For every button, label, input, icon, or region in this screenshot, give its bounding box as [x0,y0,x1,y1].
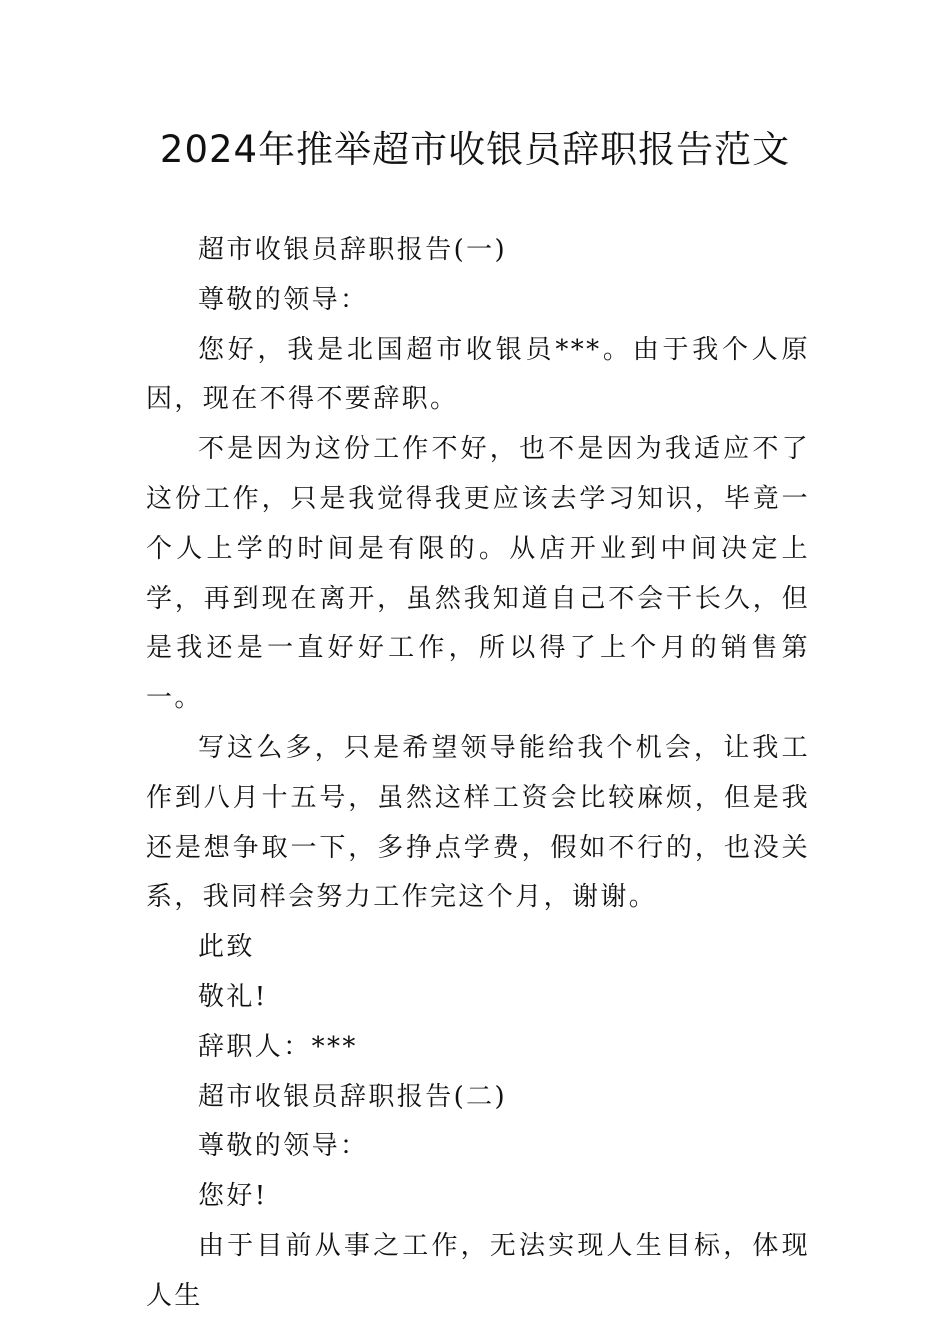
document-title: 2024年推举超市收银员辞职报告范文 [159,128,791,171]
document-body [146,226,810,1322]
paragraph-reason-2: 由于目前从事之工作，无法实现人生目标，体现人生 [146,1230,810,1311]
salutation: 尊敬的领导： [198,284,369,315]
closing-salute: 敬礼! [198,981,268,1012]
salutation-2: 尊敬的领导： [198,1131,369,1162]
section-heading-1: 超市收银员辞职报告(一) [198,235,508,265]
greeting-2: 您好! [198,1181,268,1212]
paragraph-intro: 您好，我是北国超市收银员***。由于我个人原因，现在不得不要辞职。 [146,334,810,415]
signature-line: 辞职人：*** [198,1031,358,1062]
paragraph-request: 写这么多，只是希望领导能给我个机会，让我工作到八月十五号，虽然这样工资会比较麻烦，但是我还是想争取一下，多挣点学费，假如不行的，也没关系，我同样会努力工作完这个月，谢谢。 [146,732,810,913]
closing-phrase: 此致 [198,932,255,963]
paragraph-reason: 不是因为这份工作不好，也不是因为我适应不了这份工作，只是我觉得我更应该去学习知识，毕竟一个人上学的时间是有限的。从店开业到中间决定上学，再到现在离开，虽然我知道自己不会干长久，但是我还是一直好好工作，所以得了上个月的销售第一。 [146,434,810,714]
section-heading-2: 超市收银员辞职报告(二) [198,1081,508,1112]
